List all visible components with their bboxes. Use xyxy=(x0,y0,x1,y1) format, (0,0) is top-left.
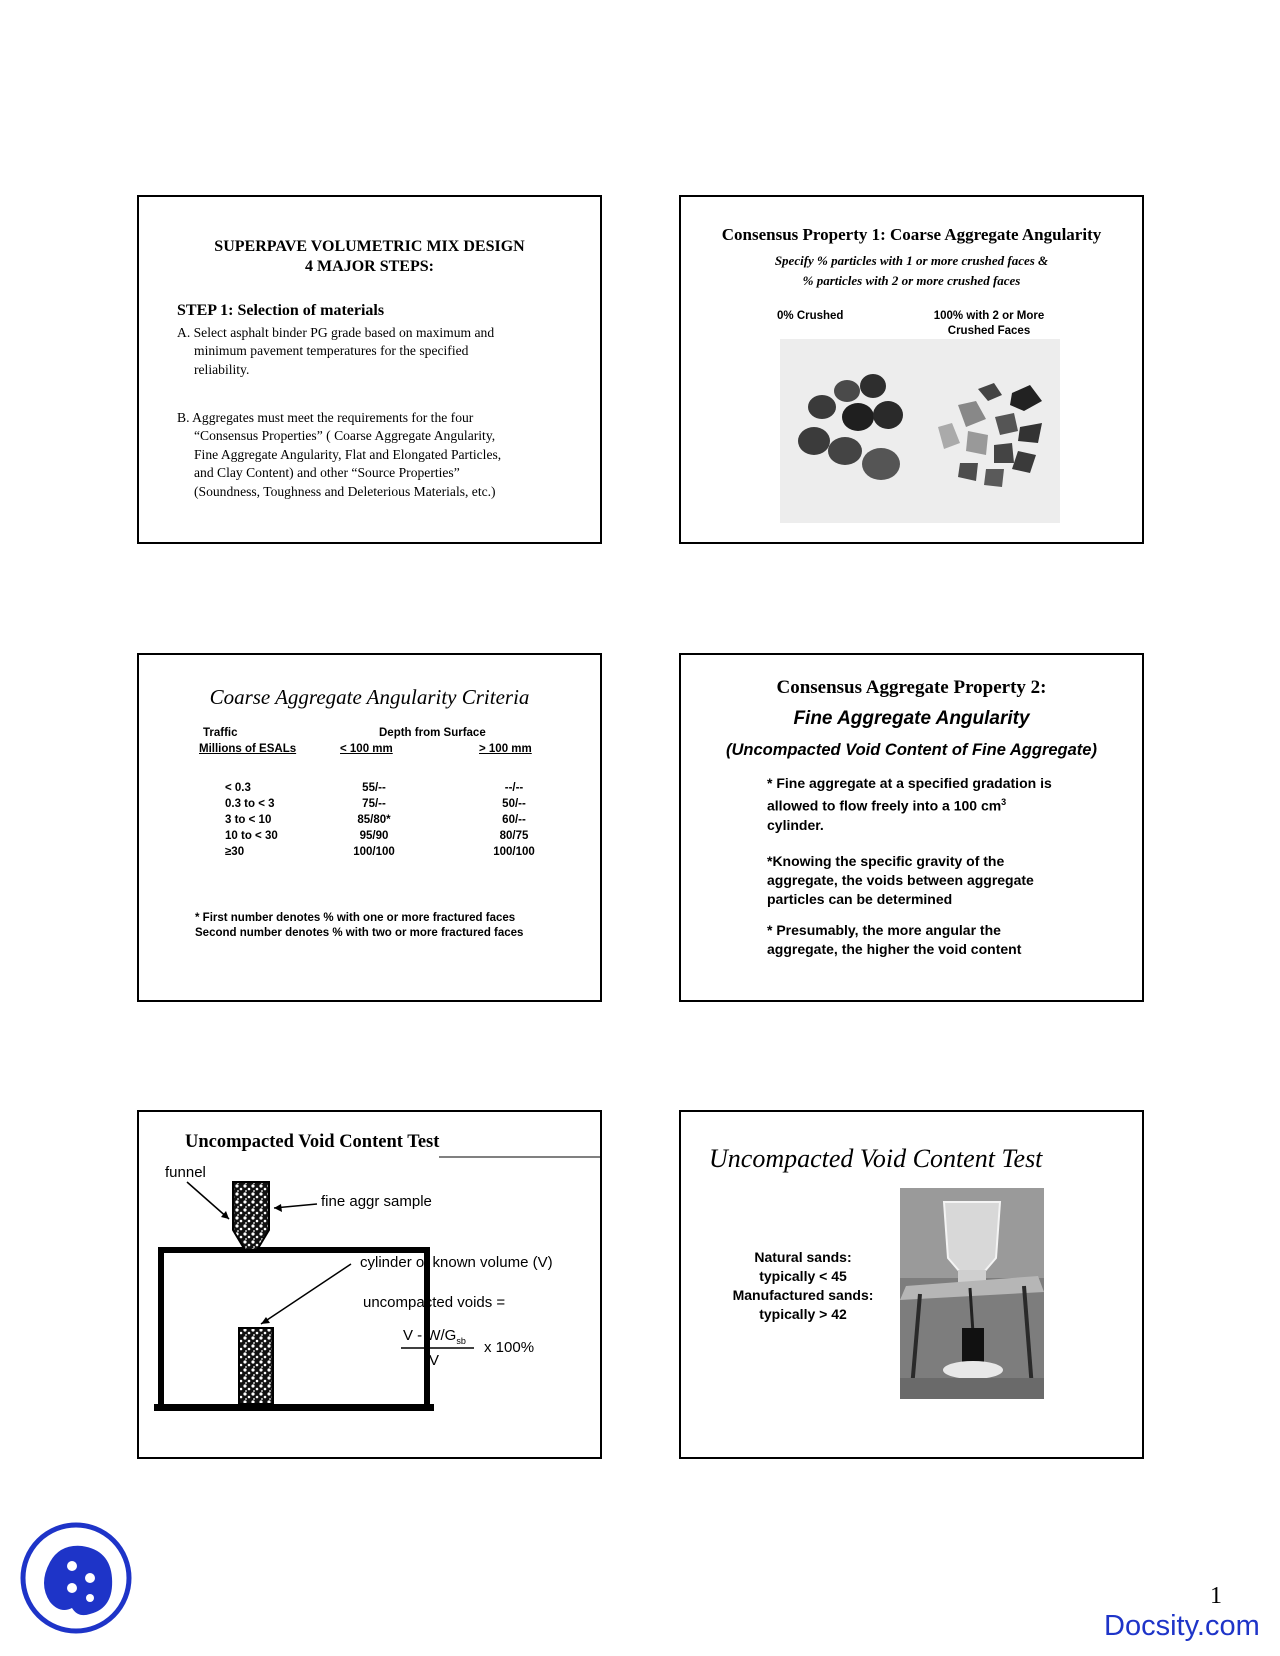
aggregate-photo-drawing xyxy=(780,339,1060,523)
slide-void-test-diagram xyxy=(137,1110,602,1459)
slide3-footnote: * First number denotes % with one or more fractured faces Second number denotes % with two or more fractured faces xyxy=(195,912,524,939)
formula-denominator: V xyxy=(429,1352,440,1369)
label-funnel: funnel xyxy=(165,1164,206,1181)
slide2-subtitle: Specify % particles with 1 or more crushed faces & % particles with 2 or more crushed faces xyxy=(774,253,1049,288)
slide5-title: Uncompacted Void Content Test xyxy=(185,1132,440,1152)
slide4-point-2: *Knowing the specific gravity of the aggregate, the voids between aggregate particles can be determined xyxy=(767,853,1034,907)
header-lt100: < 100 mm xyxy=(340,743,393,755)
table-row: 10 to < 30 95/90 80/75 xyxy=(225,830,529,842)
header-esals: Millions of ESALs xyxy=(199,743,297,755)
table-row: 0.3 to < 3 75/-- 50/-- xyxy=(225,798,526,810)
label-crushed-faces: 100% with 2 or More Crushed Faces xyxy=(933,310,1045,337)
slide1-step: STEP 1: Selection of materials xyxy=(177,302,385,319)
header-traffic: Traffic xyxy=(203,727,238,739)
header-gt100: > 100 mm xyxy=(479,743,532,755)
slide-superpave-steps xyxy=(137,195,602,544)
header-depth: Depth from Surface xyxy=(379,727,486,739)
label-zero-crushed: 0% Crushed xyxy=(777,310,844,322)
formula-numerator: V - $W/G_{sb}$ xyxy=(403,1327,466,1346)
brand-link[interactable]: Docsity.com xyxy=(1104,1610,1260,1642)
table-row: ≥30 100/100 100/100 xyxy=(225,846,535,858)
logo-drawing xyxy=(20,1522,132,1634)
void-test-diagram xyxy=(139,1112,602,1459)
slide2-title: Consensus Property 1: Coarse Aggregate Angularity xyxy=(721,225,1102,244)
apparatus-photo xyxy=(900,1188,1044,1399)
slide4-subtitle: Fine Aggregate Angularity xyxy=(793,708,1030,729)
slide4-subtitle2: (Uncompacted Void Content of Fine Aggregate) xyxy=(726,741,1097,759)
slide1-para-a: A. Select asphalt binder PG grade based on maximum and minimum pavement temperatures for the specified reliability. xyxy=(177,325,495,377)
slide-coarse-angularity xyxy=(679,195,1144,544)
docsity-logo-icon xyxy=(20,1522,132,1634)
apparatus-photo-drawing xyxy=(900,1188,1044,1399)
label-voids: uncompacted voids = xyxy=(363,1294,506,1311)
slide4-title: Consensus Aggregate Property 2: xyxy=(776,677,1047,698)
formula-multiplier: x 100% xyxy=(484,1339,535,1356)
slide6-sand-values: Natural sands: typically < 45 Manufactured sands: typically > 42 xyxy=(732,1249,874,1322)
slide1-title: SUPERPAVE VOLUMETRIC MIX DESIGN 4 MAJOR STEPS: xyxy=(214,238,525,275)
aggregate-photo xyxy=(780,339,1060,523)
slide3-title: Coarse Aggregate Angularity Criteria xyxy=(209,685,530,709)
slide1-para-b: B. Aggregates must meet the requirements for the four “Consensus Properties” ( Coarse Aggregate Angularity, Fine Aggregate Angularity, Flat and Elongated Particles, and Clay Content) and other “Source Properties” (Soundness, Toughness and Deleterious Materials, etc.) xyxy=(177,410,502,499)
slide6-title: Uncompacted Void Content Test xyxy=(709,1144,1043,1173)
label-cylinder: cylinder of known volume (V) xyxy=(360,1254,553,1271)
slide4-point-1: * Fine aggregate at a specified gradation is allowed to flow freely into a 100 $cm^3$ cylinder. xyxy=(767,775,1052,833)
table-row: < 0.3 55/-- --/-- xyxy=(225,782,524,794)
slide-angularity-criteria xyxy=(137,653,602,1002)
slide-void-test-photo xyxy=(679,1110,1144,1459)
page-number: 1 xyxy=(1210,1583,1222,1609)
slide-fine-angularity xyxy=(679,653,1144,1002)
table-row: 3 to < 10 85/80* 60/-- xyxy=(225,814,526,826)
label-sample: fine aggr sample xyxy=(321,1193,432,1210)
slide4-point-3: * Presumably, the more angular the aggregate, the higher the void content xyxy=(767,922,1022,957)
